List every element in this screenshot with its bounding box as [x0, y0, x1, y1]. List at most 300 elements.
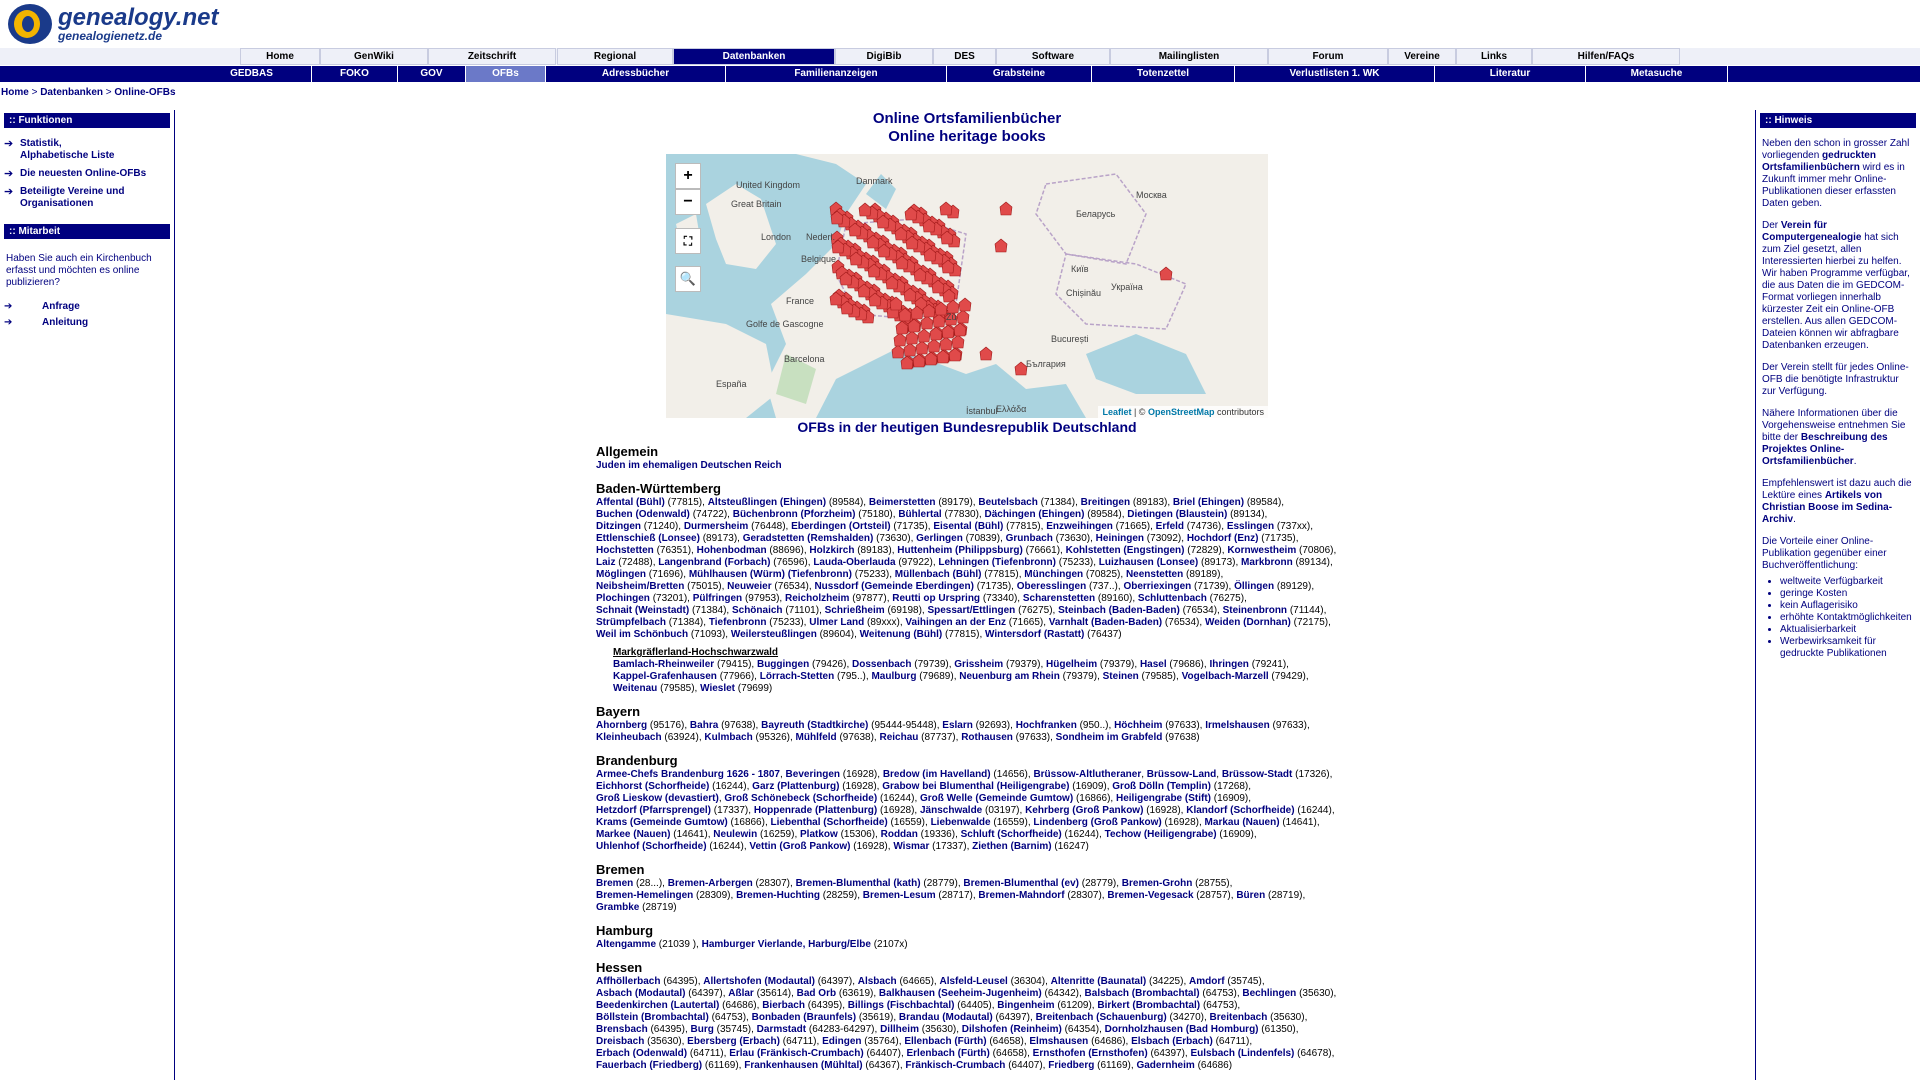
- ofb-link[interactable]: Brensbach: [596, 1024, 648, 1035]
- ofb-link[interactable]: Luizhausen (Lonsee): [1098, 557, 1199, 568]
- nav-home[interactable]: Home: [240, 48, 320, 65]
- nav-des[interactable]: DES: [933, 48, 996, 65]
- text: Der: [1762, 220, 1781, 231]
- osm-link[interactable]: OpenStreetMap: [1147, 407, 1215, 417]
- subnav-ofbs[interactable]: OFBs: [466, 66, 546, 82]
- ofb-entry: [905, 1060, 1042, 1071]
- ofb-link[interactable]: Maulburg: [871, 671, 917, 682]
- ofb-link[interactable]: Bremen-Huchting: [736, 890, 820, 901]
- ofb-link[interactable]: Mühlfeld: [795, 732, 837, 743]
- ofb-link[interactable]: Spessart/Ettlingen: [927, 605, 1016, 616]
- ofb-entry: [744, 1060, 900, 1071]
- sedina-artikel-link[interactable]: Artikels von Christian Boose im Sedina-Archiv: [1762, 490, 1893, 525]
- ofb-link[interactable]: Vogelbach-Marzell: [1181, 671, 1269, 682]
- ofb-link[interactable]: Bremen-Hemelingen: [596, 890, 694, 901]
- ofb-plz: (73340): [982, 593, 1018, 604]
- ofb-link[interactable]: Gerlingen: [916, 533, 963, 544]
- ofb-plz: (89183): [1132, 497, 1168, 508]
- ofb-link[interactable]: Bremen-Lesum: [862, 890, 936, 901]
- ofb-plz: (70839): [965, 533, 1001, 544]
- ofb-entry: [1186, 805, 1332, 816]
- map-label: Москва: [1136, 190, 1167, 200]
- ofb-link[interactable]: Platkow: [800, 829, 838, 840]
- ofb-link[interactable]: Neulewin: [713, 829, 758, 840]
- ofb-link[interactable]: Steinenbronn: [1222, 605, 1288, 616]
- ofb-link[interactable]: Kleinheubach: [596, 732, 662, 743]
- ofb-link[interactable]: Bremen-Vegesack: [1107, 890, 1194, 901]
- ofb-link[interactable]: Markee (Nauen): [596, 829, 671, 840]
- ofb-link[interactable]: Beveringen: [785, 769, 840, 780]
- ofb-link[interactable]: Reicholzheim: [784, 593, 850, 604]
- ofb-link[interactable]: Birkert (Brombachtal): [1097, 1000, 1201, 1011]
- site-logo[interactable]: [8, 4, 218, 44]
- verein-link[interactable]: Verein für Computergenealogie: [1762, 220, 1862, 243]
- map-search-icon[interactable]: 🔍: [675, 266, 701, 292]
- ofb-link[interactable]: Beedenkirchen (Lautertal): [596, 1000, 720, 1011]
- ofb-link[interactable]: Geradstetten (Remshalden): [742, 533, 874, 544]
- ofb-link[interactable]: Krams (Gemeinde Gumtow): [596, 817, 728, 828]
- ofb-link[interactable]: Pülfringen: [692, 593, 743, 604]
- ofb-entry: [1241, 557, 1330, 568]
- ofb-link[interactable]: Juden im ehemaligen Deutschen Reich: [596, 460, 782, 471]
- ofb-plz: (97638): [721, 720, 756, 731]
- nav-vereine[interactable]: Vereine: [1388, 48, 1456, 65]
- ofb-entry: [713, 829, 794, 840]
- ofb-link[interactable]: Alsfeld-Leusel: [939, 976, 1008, 987]
- ofb-link[interactable]: Gadernheim: [1136, 1060, 1195, 1071]
- ofb-link[interactable]: Schluttenbach: [1137, 593, 1207, 604]
- ofb-entry: [1138, 593, 1244, 604]
- ofb-link[interactable]: Armee-Chefs Brandenburg 1626 - 1807: [596, 769, 780, 780]
- ofb-plz: (89134): [1295, 557, 1330, 568]
- ofb-link[interactable]: Mühlhausen (Würm) (Tiefenbronn): [688, 569, 852, 580]
- ofb-link[interactable]: Dächingen (Ehingen): [984, 509, 1085, 520]
- ofb-link[interactable]: Enzweihingen: [1046, 521, 1113, 532]
- ofb-link[interactable]: Heiningen: [1095, 533, 1145, 544]
- ofb-link[interactable]: Dillheim: [880, 1024, 919, 1035]
- ofb-link[interactable]: Ahornberg: [596, 720, 648, 731]
- ofb-link[interactable]: Huttenheim (Philippsburg): [897, 545, 1023, 556]
- ofb-link[interactable]: Lehningen (Tiefenbronn): [938, 557, 1056, 568]
- ofb-link[interactable]: Durmersheim: [683, 521, 749, 532]
- ofb-link[interactable]: Brandau (Modautal): [898, 1012, 993, 1023]
- ofb-entry: [1173, 497, 1281, 508]
- ofb-link[interactable]: Groß Lieskow (devastiert): [596, 793, 719, 804]
- ofb-link[interactable]: Erbach (Odenwald): [596, 1048, 688, 1059]
- ofb-entry: [1081, 497, 1168, 508]
- ofb-link[interactable]: Brüssow-Altlutheraner: [1033, 769, 1142, 780]
- nav-digibib[interactable]: DigiBib: [835, 48, 933, 65]
- ofb-plz: (64686): [722, 1000, 757, 1011]
- ofb-link[interactable]: Heiligengrabe (Stift): [1115, 793, 1211, 804]
- zoom-out-button[interactable]: −: [675, 189, 701, 215]
- ofb-link[interactable]: Liebenthal (Schorfheide): [770, 817, 888, 828]
- ofb-map[interactable]: [666, 154, 1268, 418]
- ofb-link[interactable]: Markau (Nauen): [1204, 817, 1280, 828]
- ofb-link[interactable]: Frankenhausen (Mühltal): [744, 1060, 863, 1071]
- ofb-plz: (35630): [1299, 988, 1334, 999]
- ofb-link[interactable]: Breitingen: [1080, 497, 1131, 508]
- ofb-link[interactable]: Höchheim: [1114, 720, 1163, 731]
- ofb-entry: [1227, 521, 1310, 532]
- ofb-entry: [1209, 659, 1286, 670]
- ofb-entry: [691, 1024, 752, 1035]
- ofb-link[interactable]: Ditzingen: [596, 521, 641, 532]
- ofb-link[interactable]: Amdorf: [1189, 976, 1225, 987]
- ofb-link[interactable]: Altengamme: [596, 939, 657, 950]
- ofb-link[interactable]: Irmelshausen: [1205, 720, 1270, 731]
- ofb-link[interactable]: Buchen (Odenwald): [596, 509, 690, 520]
- ofb-link[interactable]: Balsbach (Brombachtal): [1084, 988, 1200, 999]
- ofb-link[interactable]: Weitenung (Bühl): [859, 629, 943, 640]
- ofb-link[interactable]: Büchenbronn (Pforzheim): [732, 509, 856, 520]
- text: .: [1853, 456, 1857, 467]
- ofb-plz: (35745): [1227, 976, 1262, 987]
- ofb-link[interactable]: Bingenheim: [997, 1000, 1055, 1011]
- ofb-plz: (64397): [688, 988, 723, 999]
- nav-hilfen-faqs[interactable]: Hilfen/FAQs: [1532, 48, 1680, 65]
- ofb-plz: (64405): [957, 1000, 992, 1011]
- ofb-link[interactable]: Möglingen: [596, 569, 646, 580]
- ofb-link[interactable]: Erlenbach (Fürth): [906, 1048, 990, 1059]
- ofb-plz: (77815): [667, 497, 703, 508]
- ofb-link[interactable]: Eichhorst (Schorfheide): [596, 781, 710, 792]
- map-label: Danmark: [856, 176, 893, 186]
- ofb-link[interactable]: Ettlenschieß (Lonsee): [596, 533, 700, 544]
- ofb-plz: (89189): [1185, 569, 1221, 580]
- ofb-link[interactable]: Markbronn: [1241, 557, 1293, 568]
- ofb-link[interactable]: Ihringen: [1209, 659, 1249, 670]
- ofb-link[interactable]: Eulsbach (Lindenfels): [1190, 1048, 1295, 1059]
- ofb-plz: (89604): [819, 629, 855, 640]
- ofb-link[interactable]: Edingen: [822, 1036, 862, 1047]
- subnav-verlustlisten-1-wk[interactable]: Verlustlisten 1. WK: [1235, 66, 1435, 82]
- ofb-link[interactable]: Allertshofen (Modautal): [703, 976, 815, 987]
- ofb-link[interactable]: Eberdingen (Ortsteil): [791, 521, 891, 532]
- ofb-link[interactable]: Bühlertal: [898, 509, 942, 520]
- ofb-link[interactable]: Vettin (Groß Pankow): [749, 841, 851, 852]
- ofb-link[interactable]: Jänschwalde: [919, 805, 983, 816]
- subnav-foko[interactable]: FOKO: [312, 66, 398, 82]
- ofb-link[interactable]: Schnait (Weinstadt): [596, 605, 690, 616]
- ofb-link[interactable]: Reichau: [879, 732, 919, 743]
- ofb-link[interactable]: Hoppenrade (Plattenburg): [753, 805, 878, 816]
- mitarbeit-item[interactable]: [4, 301, 174, 313]
- ofb-link[interactable]: Bremen-Arbergen: [667, 878, 753, 889]
- ofb-plz: (79426): [811, 659, 847, 670]
- nav-software[interactable]: Software: [996, 48, 1110, 65]
- breadcrumb-home[interactable]: Home: [1, 87, 29, 98]
- ofb-entry: [709, 617, 804, 628]
- nav-mailinglisten[interactable]: Mailinglisten: [1110, 48, 1268, 65]
- subnav-adressbücher[interactable]: Adressbücher: [546, 66, 726, 82]
- ofb-link[interactable]: Groß Schönebeck (Schorfheide): [724, 793, 878, 804]
- ofb-link[interactable]: Öllingen: [1234, 581, 1275, 592]
- ofb-link[interactable]: Ernsthofen (Ernsthofen): [1032, 1048, 1148, 1059]
- ofb-plz: (795..): [836, 671, 866, 682]
- ofb-plz: (35745): [716, 1024, 752, 1035]
- ofb-link[interactable]: Bamlach-Rheinweiler: [613, 659, 715, 670]
- ofb-link[interactable]: Bahra: [689, 720, 719, 731]
- ofb-link[interactable]: Bremen-Grohn: [1121, 878, 1193, 889]
- ofb-link[interactable]: Rothausen: [961, 732, 1013, 743]
- ofb-entry: [727, 581, 809, 592]
- subnav-familienanzeigen[interactable]: Familienanzeigen: [726, 66, 947, 82]
- nav-forum[interactable]: Forum: [1268, 48, 1388, 65]
- ofb-plz: (89xxx): [867, 617, 900, 628]
- projekt-beschreibung-link[interactable]: Beschreibung des Projektes Online-Ortsfamilienbücher: [1762, 432, 1888, 467]
- zoom-in-button[interactable]: +: [675, 163, 701, 189]
- ofb-link[interactable]: Esslingen: [1226, 521, 1275, 532]
- ofb-entry: [1033, 1048, 1185, 1059]
- ofb-link[interactable]: Alsbach: [857, 976, 897, 987]
- fullscreen-icon[interactable]: ⛶: [675, 228, 701, 254]
- ofb-link[interactable]: Varnhalt (Baden-Baden): [1048, 617, 1163, 628]
- mitarbeit-link-anleitung[interactable]: Anleitung: [42, 317, 89, 328]
- ofb-plz: (89129): [1276, 581, 1312, 592]
- ofb-link[interactable]: Wieslet: [700, 683, 736, 694]
- ofb-entry: [1242, 988, 1333, 999]
- nav-datenbanken[interactable]: Datenbanken: [673, 48, 835, 65]
- ofb-link[interactable]: Grunbach: [1005, 533, 1053, 544]
- ofb-link[interactable]: Darmstadt: [756, 1024, 807, 1035]
- nav-links[interactable]: Links: [1456, 48, 1532, 65]
- ofb-link[interactable]: Erfeld: [1155, 521, 1185, 532]
- ofb-entry: [596, 629, 725, 640]
- ofb-link[interactable]: Ulmer Land: [809, 617, 865, 628]
- ofb-link[interactable]: Grambke: [596, 902, 640, 913]
- ofb-link[interactable]: Brüssow-Stadt: [1221, 769, 1293, 780]
- ofb-link[interactable]: Roddan: [880, 829, 918, 840]
- ofb-link[interactable]: Ziethen (Barnim): [972, 841, 1052, 852]
- ofb-link[interactable]: Eslarn: [942, 720, 973, 731]
- leaflet-link[interactable]: Leaflet: [1102, 407, 1132, 417]
- ofb-link[interactable]: Weilersteußlingen: [730, 629, 817, 640]
- section-heading-hessen: Hessen: [596, 960, 643, 975]
- nav-regional[interactable]: Regional: [557, 48, 673, 65]
- ofb-link[interactable]: Kornwestheim: [1227, 545, 1297, 556]
- ofb-link[interactable]: Hochfranken: [1015, 720, 1077, 731]
- ofb-link[interactable]: Aßlar: [728, 988, 754, 999]
- ofb-link[interactable]: Lindenberg (Groß Pankow): [1033, 817, 1162, 828]
- ofb-link[interactable]: Dossenbach: [852, 659, 912, 670]
- ofb-link[interactable]: Sondheim im Grabfeld: [1055, 732, 1163, 743]
- ofb-link[interactable]: Bredow (im Havelland): [882, 769, 991, 780]
- ofb-link[interactable]: Neuweier: [727, 581, 772, 592]
- breadcrumb-datenbanken[interactable]: Datenbanken: [40, 87, 103, 98]
- ofb-link[interactable]: Strümpfelbach: [596, 617, 667, 628]
- ofb-link[interactable]: Asbach (Modautal): [596, 988, 686, 999]
- ofb-link[interactable]: Plochingen: [596, 593, 650, 604]
- subnav-metasuche[interactable]: Metasuche: [1586, 66, 1728, 82]
- ofb-link[interactable]: Klandorf (Schorfheide): [1186, 805, 1295, 816]
- nav-genwiki[interactable]: GenWiki: [320, 48, 428, 65]
- ofb-link[interactable]: Reutti op Urspring: [892, 593, 981, 604]
- ofb-link[interactable]: Fränkisch-Crumbach: [905, 1060, 1006, 1071]
- ofb-entry: [1123, 581, 1228, 592]
- ofb-link[interactable]: Fauerbach (Friedberg): [596, 1060, 703, 1071]
- ofb-link[interactable]: Beimerstetten: [868, 497, 936, 508]
- ofb-plz: (79379): [1062, 671, 1098, 682]
- ofb-link[interactable]: Groß Welle (Gemeinde Gumtow): [920, 793, 1074, 804]
- ofb-link[interactable]: Dornholzhausen (Bad Homburg): [1104, 1024, 1259, 1035]
- ofb-link[interactable]: Neenstetten: [1125, 569, 1184, 580]
- ofb-link[interactable]: Lauda-Oberlauda: [813, 557, 896, 568]
- ofb-link[interactable]: Altsteußlingen (Ehingen): [707, 497, 827, 508]
- ofb-link[interactable]: Kehrberg (Groß Pankow): [1025, 805, 1144, 816]
- mitarbeit-link-anfrage[interactable]: Anfrage: [42, 301, 80, 312]
- ofb-link[interactable]: Kappel-Grafenhausen: [613, 671, 717, 682]
- ofb-link[interactable]: Friedberg: [1048, 1060, 1095, 1071]
- ofb-link[interactable]: Hochstetten: [596, 545, 654, 556]
- ofb-link[interactable]: Bechlingen: [1242, 988, 1297, 999]
- ofb-link[interactable]: Affhöllerbach: [596, 976, 661, 987]
- ofb-link[interactable]: Müllenbach (Bühl): [894, 569, 982, 580]
- ofb-link[interactable]: Grabow bei Blumenthal (Heiligengrabe): [882, 781, 1070, 792]
- ofb-link[interactable]: Weitenau: [613, 683, 658, 694]
- ofb-link[interactable]: Oberesslingen: [1016, 581, 1087, 592]
- subnav-gov[interactable]: GOV: [398, 66, 466, 82]
- funktion-item[interactable]: [4, 168, 174, 180]
- ofb-link[interactable]: Hohenbodman: [696, 545, 767, 556]
- ofb-link[interactable]: Beutelsbach: [978, 497, 1038, 508]
- ofb-link[interactable]: Tiefenbronn: [708, 617, 767, 628]
- subnav-literatur[interactable]: Literatur: [1435, 66, 1586, 82]
- ofb-link[interactable]: Münchingen: [1024, 569, 1084, 580]
- ofb-link[interactable]: Böllstein (Brombachtal): [596, 1012, 709, 1023]
- ofb-entry: [897, 545, 1060, 556]
- ofb-link[interactable]: Schönaich: [731, 605, 783, 616]
- ofb-link[interactable]: Bad Orb: [796, 988, 837, 999]
- ofb-link[interactable]: Buggingen: [756, 659, 810, 670]
- ofb-link[interactable]: Hamburger Vierlande, Harburg/Elbe: [701, 939, 871, 950]
- ofb-link[interactable]: Altenritte (Baunatal): [1050, 976, 1147, 987]
- map-label: Belgique: [801, 254, 837, 264]
- subnav-totenzettel[interactable]: Totenzettel: [1092, 66, 1235, 82]
- funktion-link[interactable]: Beteiligte Vereine und Organisationen: [20, 186, 125, 209]
- ofb-plz: (16247): [1054, 841, 1089, 852]
- funktion-item[interactable]: [4, 138, 174, 162]
- ofb-link[interactable]: Burg: [690, 1024, 714, 1035]
- ofb-plz: (75233): [769, 617, 804, 628]
- ofb-plz: (87737): [921, 732, 956, 743]
- ofb-link[interactable]: Briel (Ehingen): [1172, 497, 1245, 508]
- ofb-link[interactable]: Steinen: [1102, 671, 1139, 682]
- ofb-link[interactable]: Holzkirch: [809, 545, 855, 556]
- ofb-link[interactable]: Schrießheim: [824, 605, 885, 616]
- ofb-link[interactable]: Bremen: [596, 878, 634, 889]
- section-heading-allgemein: Allgemein: [596, 444, 659, 459]
- ofb-entry: [596, 939, 696, 950]
- ofb-link[interactable]: Bremen-Blumenthal (ev): [963, 878, 1079, 889]
- map-label: Беларусь: [1076, 209, 1116, 219]
- ofb-link[interactable]: Dreisbach: [596, 1036, 645, 1047]
- ofb-link[interactable]: Oberriexingen: [1123, 581, 1192, 592]
- ofb-link[interactable]: Laiz: [596, 557, 616, 568]
- ofb-link[interactable]: Schluft (Schorfheide): [960, 829, 1062, 840]
- ofb-link[interactable]: Wintersdorf (Rastatt): [985, 629, 1085, 640]
- ofb-plz: (16559): [993, 817, 1028, 828]
- ofb-plz: (71240): [643, 521, 679, 532]
- ofb-link[interactable]: Weil im Schönbuch: [596, 629, 689, 640]
- ofb-link[interactable]: Wismar: [893, 841, 930, 852]
- ofb-link[interactable]: Hochdorf (Enz): [1186, 533, 1259, 544]
- ofb-plz: (75233): [854, 569, 890, 580]
- gedruckte-ofb-link[interactable]: gedruckten Ortsfamilienbüchern: [1762, 150, 1876, 173]
- ofb-link[interactable]: Kulmbach: [704, 732, 753, 743]
- ofb-link[interactable]: Neibsheim/Bretten: [596, 581, 685, 592]
- ofb-link[interactable]: Steinbach (Baden-Baden): [1058, 605, 1180, 616]
- ofb-link[interactable]: Elsbach (Erbach): [1131, 1036, 1213, 1047]
- ofb-plz: (79379): [1005, 659, 1041, 670]
- ofb-plz: (79429): [1271, 671, 1306, 682]
- ofb-link[interactable]: Techow (Heiligengrabe): [1104, 829, 1217, 840]
- ofb-link[interactable]: Liebenwalde: [930, 817, 991, 828]
- ofb-sections: [596, 445, 1338, 1072]
- nav-zeitschrift[interactable]: Zeitschrift: [428, 48, 556, 65]
- ofb-link[interactable]: Eisental (Bühl): [933, 521, 1004, 532]
- ofb-link[interactable]: Erlau (Fränkisch-Crumbach): [729, 1048, 864, 1059]
- ofb-link[interactable]: Neuenburg am Rhein: [959, 671, 1060, 682]
- ofb-entry: [668, 878, 790, 889]
- ofb-link[interactable]: Bierbach: [762, 1000, 805, 1011]
- ofb-link[interactable]: Scharenstetten: [1022, 593, 1096, 604]
- text: .: [1793, 514, 1796, 525]
- ofb-link[interactable]: Ebersberg (Erbach): [687, 1036, 780, 1047]
- ofb-link[interactable]: Garz (Plattenburg): [752, 781, 840, 792]
- ofb-link[interactable]: Billings (Fischbachtal): [847, 1000, 955, 1011]
- ofb-link[interactable]: Breitenbach (Schauenburg): [1035, 1012, 1167, 1023]
- ofb-entry: [931, 817, 1028, 828]
- ofb-plz: (64753): [1202, 988, 1237, 999]
- ofb-entry: [1097, 1000, 1237, 1011]
- ofb-plz: (16928): [1146, 805, 1181, 816]
- funktion-link[interactable]: Die neuesten Online-OFBs: [20, 168, 147, 179]
- ofb-link[interactable]: Vaihingen an der Enz: [905, 617, 1006, 628]
- ofb-link[interactable]: Bayreuth (Stadtkirche): [761, 720, 869, 731]
- ofb-link[interactable]: Groß Dölln (Templin): [1112, 781, 1211, 792]
- subnav-gedbas[interactable]: GEDBAS: [192, 66, 312, 82]
- ofb-link[interactable]: Hasel: [1139, 659, 1167, 670]
- ofb-link[interactable]: Büren: [1236, 890, 1266, 901]
- funktion-item[interactable]: [4, 186, 174, 210]
- ofb-link[interactable]: Nussdorf (Gemeinde Eberdingen): [814, 581, 974, 592]
- funktion-link[interactable]: Statistik, Alphabetische Liste: [20, 138, 115, 161]
- mitarbeit-item[interactable]: [4, 317, 174, 329]
- ofb-plz: (950..): [1079, 720, 1109, 731]
- ofb-link[interactable]: Hetzdorf (Pfarrsprengel): [596, 805, 712, 816]
- ofb-link[interactable]: Brüssow-Land: [1146, 769, 1217, 780]
- ofb-link[interactable]: Ellenbach (Fürth): [904, 1036, 987, 1047]
- ofb-link[interactable]: Balkhausen (Seeheim-Jugenheim): [878, 988, 1042, 999]
- ofb-link[interactable]: Kohlstetten (Engstingen): [1065, 545, 1185, 556]
- ofb-link[interactable]: Uhlenhof (Schorfheide): [596, 841, 707, 852]
- ofb-link[interactable]: Hügelheim: [1046, 659, 1098, 670]
- subnav-grabsteine[interactable]: Grabsteine: [947, 66, 1092, 82]
- ofb-link[interactable]: Langenbrand (Forbach): [658, 557, 771, 568]
- ofb-link[interactable]: Bremen-Mahndorf: [978, 890, 1065, 901]
- ofb-link[interactable]: Dietingen (Blaustein): [1127, 509, 1228, 520]
- ofb-link[interactable]: Lörrach-Stetten: [759, 671, 835, 682]
- ofb-link[interactable]: Elmshausen: [1029, 1036, 1089, 1047]
- ofb-link[interactable]: Breitenbach: [1209, 1012, 1268, 1023]
- ofb-link[interactable]: Bonbaden (Braunfels): [751, 1012, 857, 1023]
- ofb-link[interactable]: Weiden (Dornhan): [1204, 617, 1291, 628]
- ofb-link[interactable]: Bremen-Blumenthal (kath): [795, 878, 921, 889]
- ofb-link[interactable]: Dilshofen (Reinheim): [961, 1024, 1062, 1035]
- ofb-link[interactable]: Affental (Bühl): [596, 497, 665, 508]
- ofb-link[interactable]: Grissheim: [954, 659, 1004, 670]
